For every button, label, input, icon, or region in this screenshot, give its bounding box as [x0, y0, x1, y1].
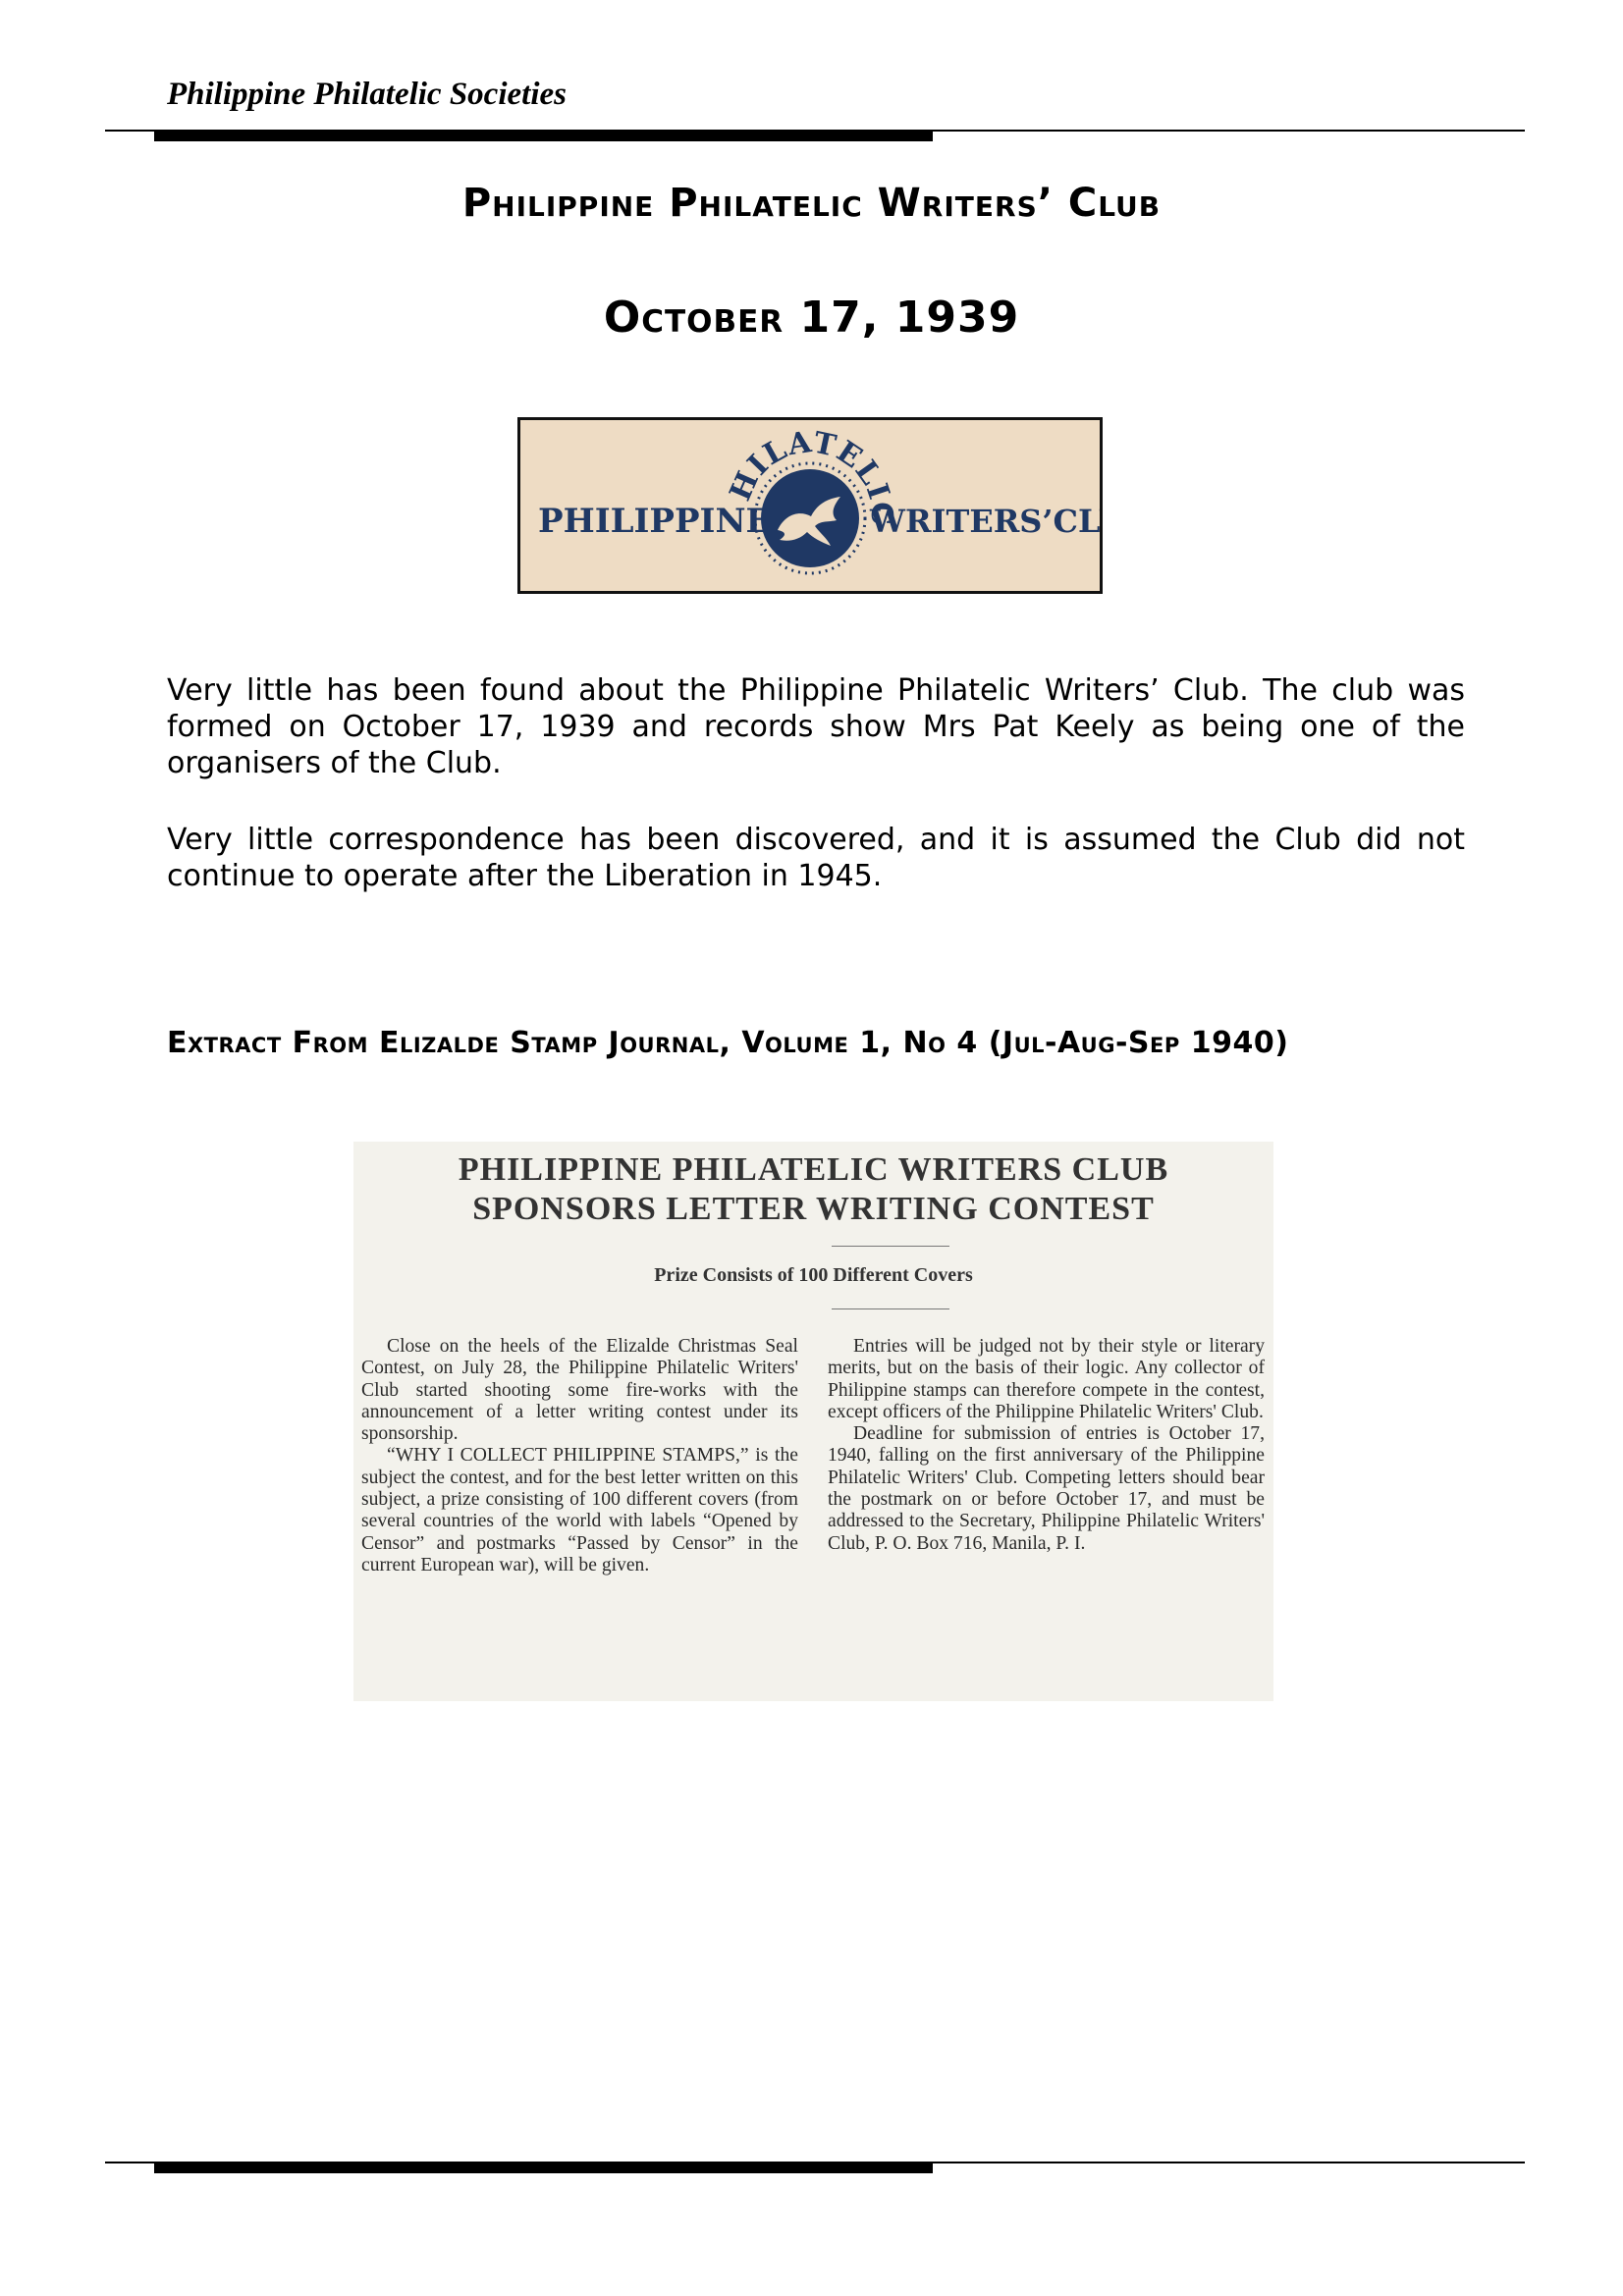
clipping-right-paragraph-1: Entries will be judged not by their style or literary merits, but on the basis of their logic. Any collector of Philippine stamps can therefore compete in the contest, except officers of the Philippine Philatelic Writers' Club.	[828, 1336, 1265, 1422]
clipping-left-column	[361, 1336, 798, 1576]
logo-arc-text: HILATELIC	[723, 425, 899, 527]
clipping-right-paragraph-2: Deadline for submission of entries is October 17, 1940, falling on the first anniversary of the Philippine Philatelic Writers' Club. Competing letters should bear the postmark on or before October 17, and must be addressed to the Secretary, Philippine Philatelic Writers' Club, P. O. Box 716, Manila, P. I.	[828, 1423, 1265, 1554]
newspaper-clipping	[353, 1142, 1273, 1701]
clipping-subheading: Prize Consists of 100 Different Covers	[654, 1264, 973, 1286]
clipping-right-column	[828, 1336, 1265, 1555]
correspondence-paragraph: Very little correspondence has been discovered, and it is assumed the Club did not continue to operate after the Liberation in 1945.	[167, 823, 1465, 893]
page-date: October 17, 1939	[603, 293, 1020, 343]
club-logo	[517, 417, 1103, 594]
logo-right-text: WRITERS’CL	[870, 503, 1099, 540]
header-rule-thick	[154, 132, 933, 141]
logo-left-text: PHILIPPINE	[538, 502, 772, 541]
clipping-rule-top	[832, 1246, 949, 1247]
page-title: Philippine Philatelic Writers’ Club	[461, 181, 1162, 226]
intro-paragraph: Very little has been found about the Philippine Philatelic Writers’ Club. The club was formed on October 17, 1939 and records show Mrs Pat Keely as being one of the organisers of the Club.	[167, 673, 1465, 780]
club-logo-graphic	[520, 420, 1100, 591]
clipping-rule-bottom	[832, 1308, 949, 1309]
clipping-headline-2: SPONSORS LETTER WRITING CONTEST	[472, 1191, 1155, 1227]
clipping-headline-1: PHILIPPINE PHILATELIC WRITERS CLUB	[458, 1151, 1169, 1188]
clipping-left-paragraph-1: Close on the heels of the Elizalde Christmas Seal Contest, on July 28, the Philippine Philatelic Writers' Club started shooting some fire-works with the announcement of a letter writing contest under its sponsorship.	[361, 1336, 798, 1445]
extract-heading: Extract From Elizalde Stamp Journal, Volume 1, No 4 (Jul-Aug-Sep 1940)	[167, 1026, 1289, 1060]
running-header: Philippine Philatelic Societies	[167, 77, 567, 112]
clipping-left-paragraph-2: “WHY I COLLECT PHILIPPINE STAMPS,” is the subject the contest, and for the best letter written on this subject, a prize consisting of 100 different covers (from several countries of the world with labels “Opened by Censor” and postmarks “Passed by Censor” in the current European war), will be given.	[361, 1445, 798, 1575]
footer-rule-thick	[154, 2163, 933, 2173]
